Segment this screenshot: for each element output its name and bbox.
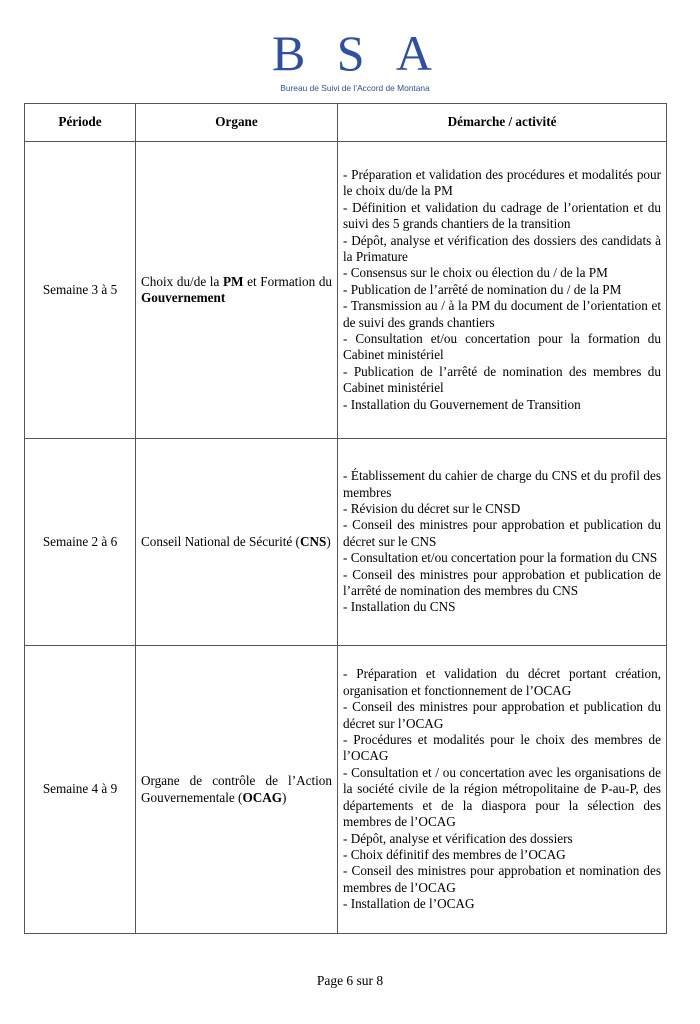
activity-item: - Conseil des ministres pour approbation et publication de l’arrêté de nomination des membres du CNS bbox=[343, 566, 661, 599]
header-organe: Organe bbox=[136, 104, 338, 142]
activity-item: - Conseil des ministres pour approbation et publication du décret sur le CNS bbox=[343, 517, 661, 549]
organe-cell bbox=[136, 142, 338, 439]
organe-text: et Formation du bbox=[243, 273, 333, 289]
period-cell: Semaine 4 à 9 bbox=[25, 646, 136, 934]
organe-text: ) bbox=[326, 533, 331, 549]
bsa-logo bbox=[272, 25, 432, 81]
activity-item: - Révision du décret sur le CNSD bbox=[343, 500, 521, 516]
period-cell: Semaine 3 à 5 bbox=[25, 142, 136, 439]
organe-bold: CNS bbox=[299, 533, 327, 549]
activity-item: - Dépôt, analyse et vérification des dossiers bbox=[343, 830, 573, 846]
activity-item: - Consultation et/ou concertation pour la formation du CNS bbox=[343, 550, 658, 566]
organe-text: Organe de contrôle de l’Action Gouvernementale ( bbox=[141, 773, 332, 805]
logo-subtitle: Bureau de Suivi de l’Accord de Montana bbox=[280, 83, 430, 93]
activity-item: - Installation du Gouvernement de Transition bbox=[343, 396, 581, 412]
activity-item: - Transmission au / à la PM du document de l’orientation et de suivi des grands chantiers bbox=[343, 298, 661, 330]
activity-cell bbox=[338, 142, 667, 439]
activity-item: - Installation du CNS bbox=[343, 599, 456, 615]
activity-item: - Publication de l’arrêté de nomination du / de la PM bbox=[343, 281, 622, 297]
header-demarche: Démarche / activité bbox=[338, 104, 667, 142]
activity-item: - Consensus sur le choix ou élection du / de la PM bbox=[343, 265, 608, 281]
table-row bbox=[25, 646, 667, 934]
activity-item: - Préparation et validation des procédures et modalités pour le choix du/de la PM bbox=[343, 166, 661, 199]
activity-item: - Choix définitif des membres de l’OCAG bbox=[343, 846, 566, 862]
activity-item: - Définition et validation du cadrage de l’orientation et du suivi des 5 grands chantiers de la transition bbox=[343, 199, 661, 232]
activity-item: - Établissement du cahier de charge du CNS et du profil des membres bbox=[343, 468, 661, 500]
activity-item: - Installation de l’OCAG bbox=[343, 896, 475, 912]
organe-cell bbox=[136, 439, 338, 646]
activity-cell bbox=[338, 646, 667, 934]
activity-item: - Dépôt, analyse et vérification des dossiers des candidats à la Primature bbox=[343, 232, 661, 264]
logo-letter-b: B bbox=[272, 25, 306, 81]
activity-item: - Préparation et validation du décret portant création, organisation et fonctionnement de l’OCAG bbox=[343, 666, 661, 698]
activity-item: - Publication de l’arrêté de nomination des membres du Cabinet ministériel bbox=[343, 363, 661, 396]
organe-bold: Gouvernement bbox=[141, 290, 226, 305]
activity-item: - Conseil des ministres pour approbation et publication du décret sur l’OCAG bbox=[343, 699, 661, 731]
period-cell: Semaine 2 à 6 bbox=[25, 439, 136, 646]
activity-cell bbox=[338, 439, 667, 646]
table-row bbox=[25, 439, 667, 646]
organe-bold: OCAG bbox=[242, 789, 282, 805]
schedule-table bbox=[24, 103, 667, 934]
header bbox=[0, 25, 700, 98]
activity-item: - Consultation et/ou concertation pour la formation du Cabinet ministériel bbox=[343, 331, 661, 363]
organe-text: Choix du/de la bbox=[141, 273, 223, 289]
activity-item: - Procédures et modalités pour le choix des membres de l’OCAG bbox=[343, 732, 661, 764]
header-periode: Période bbox=[25, 104, 136, 142]
logo-letter-a: A bbox=[395, 25, 432, 81]
activity-item: - Conseil des ministres pour approbation et nomination des membres de l’OCAG bbox=[343, 863, 661, 895]
page-number: Page 6 sur 8 bbox=[316, 973, 384, 988]
organe-cell bbox=[136, 646, 338, 934]
activity-item: - Consultation et / ou concertation avec les organisations de la société civile de la région métropolitaine de P-au-P, des départements et de la diaspora pour la sélection des membres de l’OCAG bbox=[343, 764, 661, 830]
table-row bbox=[25, 142, 667, 439]
logo-letter-s: S bbox=[336, 25, 365, 81]
table-header-row bbox=[25, 104, 667, 142]
organe-bold: PM bbox=[222, 273, 244, 289]
organe-text: ) bbox=[282, 789, 287, 805]
organe-text: Conseil National de Sécurité ( bbox=[141, 533, 300, 549]
